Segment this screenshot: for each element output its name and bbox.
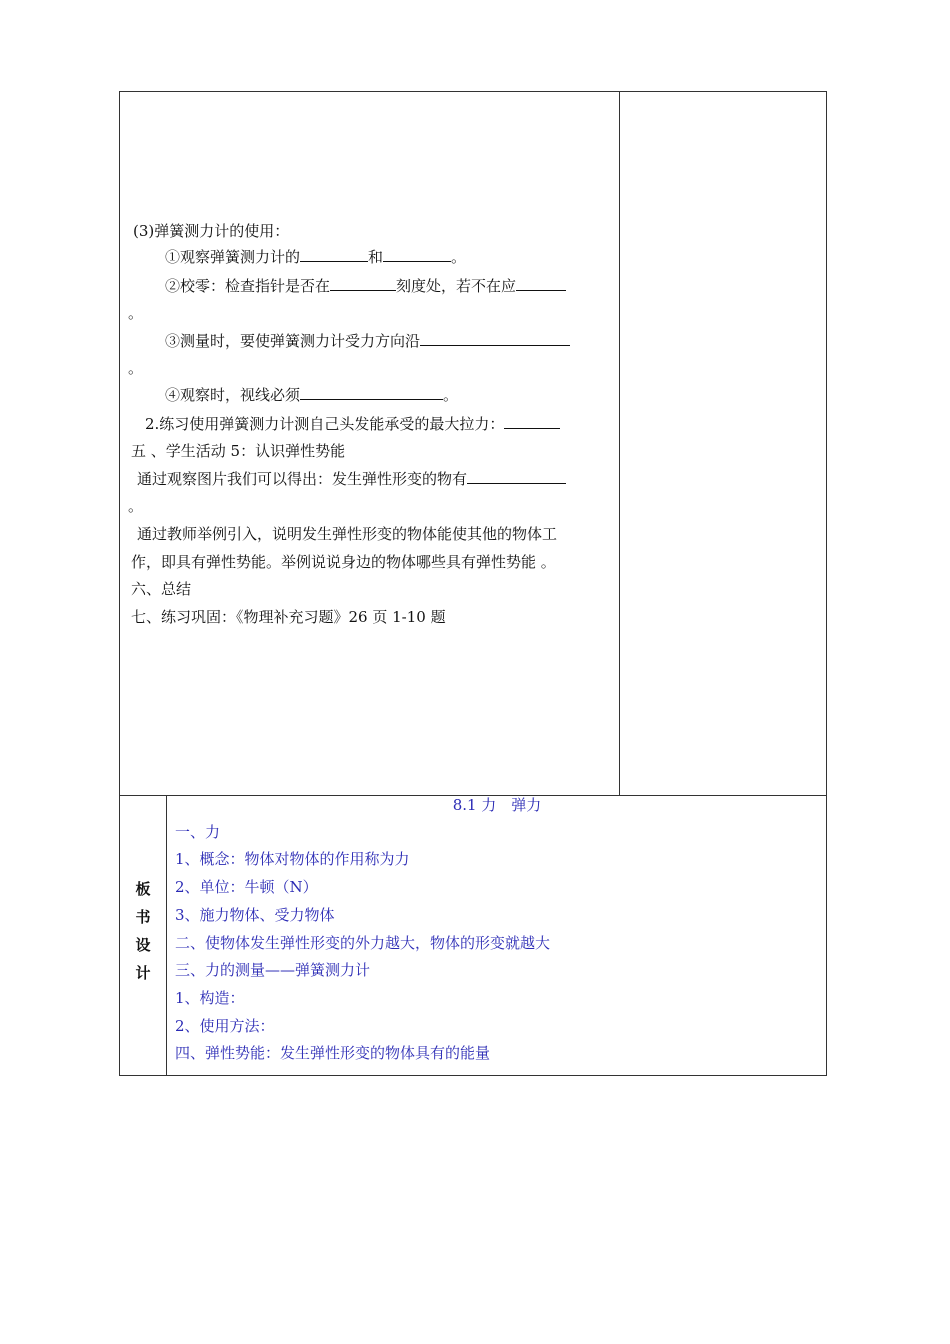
board-label-char: 书 xyxy=(135,908,151,926)
board-line: 1、构造： xyxy=(175,989,245,1007)
blank-field xyxy=(516,276,566,291)
board-label-char: 板 xyxy=(135,880,151,898)
blank-field xyxy=(504,414,560,429)
board-line: 三、力的测量——弹簧测力计 xyxy=(175,961,371,979)
board-line: 二、使物体发生弹性形变的外力越大，物体的形变就越大 xyxy=(175,934,551,952)
practice-line: 2.练习使用弹簧测力计测自己头发能承受的最大拉力： xyxy=(145,414,560,434)
blank-field xyxy=(420,331,570,346)
section-6-heading: 六、总结 xyxy=(131,580,192,598)
teacher-text-2: 作，即具有弹性势能。举例说说身边的物体哪些具有弹性势能 。 xyxy=(131,553,556,571)
board-line: 2、使用方法： xyxy=(175,1017,275,1035)
step-3: ③测量时，要使弹簧测力计受力方向沿 xyxy=(165,331,570,351)
board-line: 2、单位：牛顿（N） xyxy=(175,878,318,896)
step-4: ④观察时，视线必须 。 xyxy=(165,386,459,404)
board-line: 1、概念：物体对物体的作用称为力 xyxy=(175,850,410,868)
step-3-wrap: 。 xyxy=(128,359,144,377)
board-line: 四、弹性势能：发生弹性形变的物体具有的能量 xyxy=(175,1044,491,1062)
blank-field xyxy=(467,469,566,484)
usage-heading: (3)弹簧测力计的使用： xyxy=(133,222,290,240)
board-label-divider xyxy=(166,795,167,1076)
step-1: ①观察弹簧测力计的 和 。 xyxy=(165,248,467,266)
board-line: 3、施力物体、受力物体 xyxy=(175,906,335,924)
section-5-heading: 五 、学生活动 5：认识弹性势能 xyxy=(131,442,346,460)
board-line: 一、力 xyxy=(175,823,221,841)
step-2: ②校零：检查指针是否在 刻度处，若不在应 xyxy=(165,276,566,296)
teacher-text-1: 通过教师举例引入，说明发生弹性形变的物体能使其他的物体工 xyxy=(137,525,558,543)
step-2-wrap: 。 xyxy=(128,304,144,322)
blank-field xyxy=(330,276,396,291)
blank-field xyxy=(300,247,368,262)
board-label-char: 设 xyxy=(135,936,151,954)
board-label-char: 计 xyxy=(135,964,151,982)
section-7-heading: 七、练习巩固：《物理补充习题》26 页 1-10 题 xyxy=(131,608,446,626)
observe-line: 通过观察图片我们可以得出：发生弹性形变的物有 xyxy=(137,469,566,489)
blank-field xyxy=(383,247,451,262)
right-column-divider xyxy=(619,91,620,795)
board-title: 8.1 力 弹力 xyxy=(452,796,542,814)
blank-field xyxy=(300,385,443,400)
observe-wrap: 。 xyxy=(128,497,144,515)
